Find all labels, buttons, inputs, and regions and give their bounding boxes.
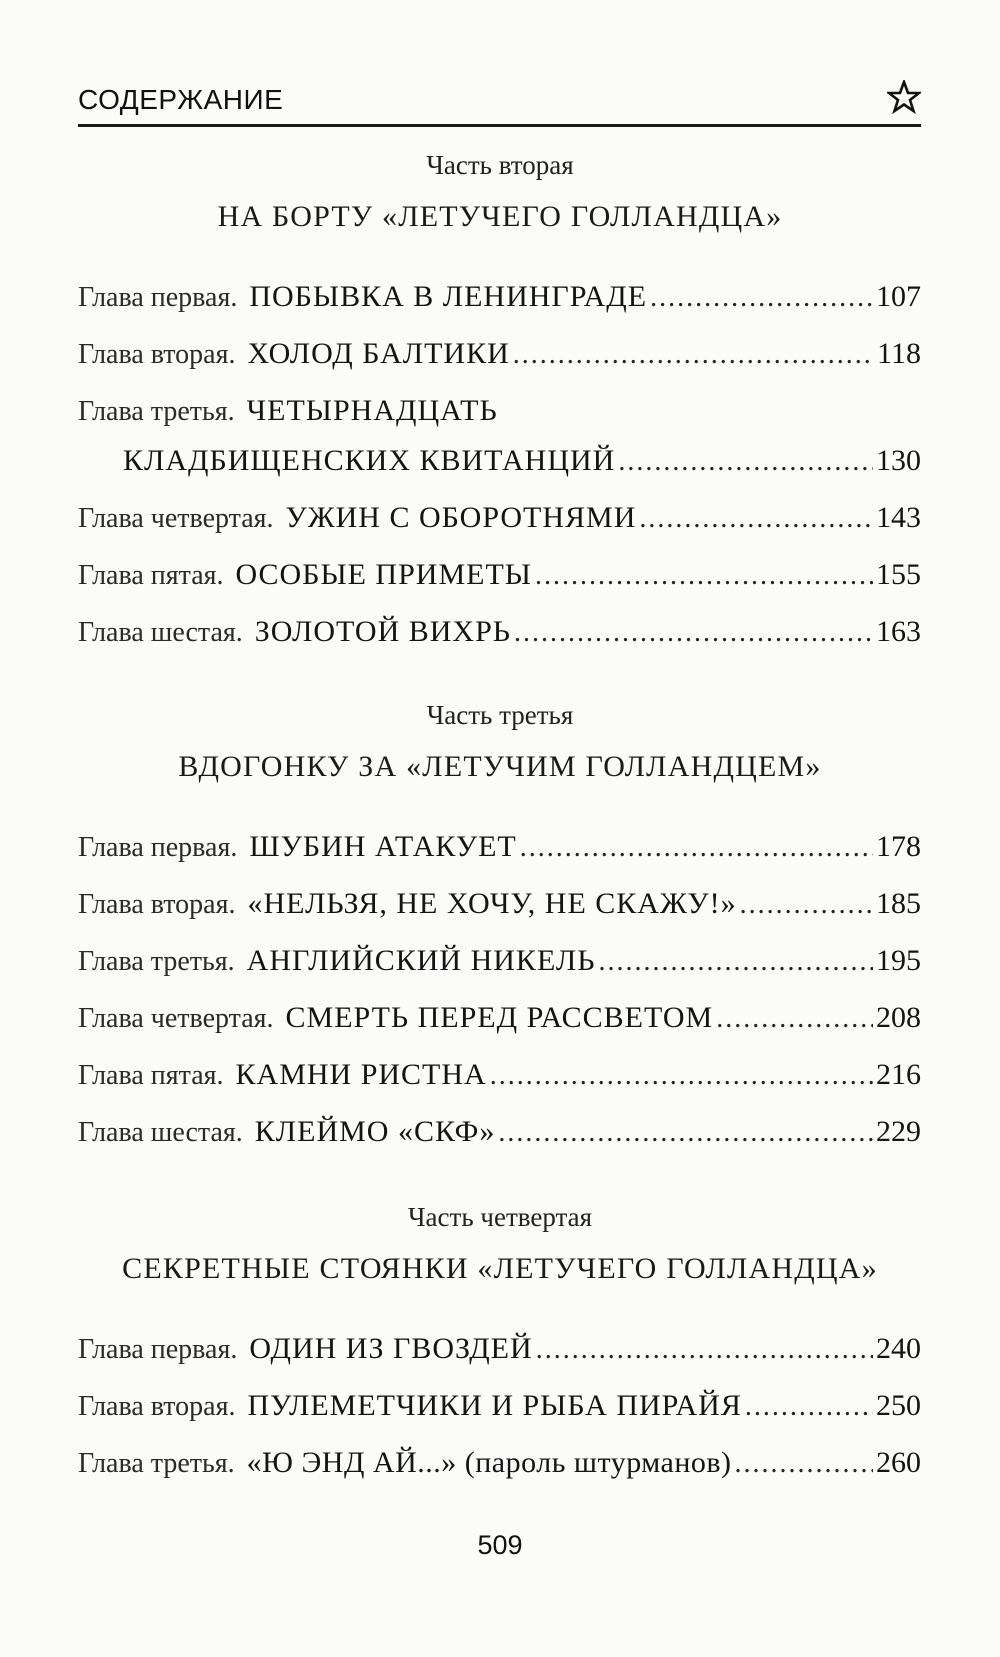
- dot-leader: [536, 1334, 873, 1366]
- header-title: СОДЕРЖАНИЕ: [78, 84, 284, 115]
- chapter-label: Глава третья.: [78, 946, 235, 977]
- page-number: 195: [876, 944, 921, 977]
- chapter-title: ЧЕТЫРНАДЦАТЬ: [246, 394, 498, 427]
- page-number: 229: [876, 1115, 921, 1148]
- toc-entry[interactable]: [78, 394, 921, 438]
- dot-leader: [535, 560, 873, 592]
- chapter-title: ХОЛОД БАЛТИКИ: [247, 337, 510, 370]
- page-number: 118: [877, 337, 921, 370]
- chapter-title-continued: КЛАДБИЩЕНСКИХ КВИТАНЦИЙ: [123, 444, 616, 477]
- toc-entry[interactable]: [78, 887, 921, 931]
- page-number: 250: [876, 1389, 921, 1422]
- dot-leader: [618, 446, 873, 478]
- chapter-label: Глава вторая.: [78, 889, 236, 920]
- chapter-label: Глава пятая.: [78, 1060, 224, 1091]
- page-number: 163: [876, 615, 921, 648]
- chapter-label: Глава третья.: [78, 396, 235, 427]
- toc-entry[interactable]: [78, 1446, 921, 1490]
- chapter-title: ШУБИН АТАКУЕТ: [249, 830, 517, 863]
- chapter-title: «НЕЛЬЗЯ, НЕ ХОЧУ, НЕ СКАЖУ!»: [247, 887, 737, 920]
- chapter-title: ПОБЫВКА В ЛЕНИНГРАДЕ: [249, 280, 648, 313]
- chapter-title: КАМНИ РИСТНА: [235, 1058, 487, 1091]
- toc-entry[interactable]: [78, 830, 921, 874]
- folio-page-number: 509: [477, 1530, 523, 1560]
- chapter-title: ЗОЛОТОЙ ВИХРЬ: [254, 615, 511, 648]
- star-outline-icon: [887, 80, 921, 119]
- toc-entry[interactable]: [78, 1389, 921, 1433]
- toc-entry[interactable]: [78, 337, 921, 381]
- chapter-label: Глава вторая.: [78, 1391, 236, 1422]
- chapter-label: Глава первая.: [78, 1334, 238, 1365]
- dot-leader: [745, 1391, 873, 1423]
- chapter-title: СМЕРТЬ ПЕРЕД РАССВЕТОМ: [285, 1001, 714, 1034]
- chapter-label: Глава четвертая.: [78, 503, 274, 534]
- toc-entry[interactable]: [78, 501, 921, 545]
- toc-entry[interactable]: [78, 615, 921, 659]
- page-number: 155: [876, 558, 921, 591]
- page-number: 208: [876, 1001, 921, 1034]
- page-number: 178: [876, 830, 921, 863]
- toc-entry[interactable]: [78, 1058, 921, 1102]
- chapter-title: ПУЛЕМЕТЧИКИ И РЫБА ПИРАЙЯ: [247, 1389, 742, 1422]
- dot-leader: [513, 339, 874, 371]
- page-number: 260: [876, 1446, 921, 1479]
- page-number: 143: [876, 501, 921, 534]
- part-label: Часть четвертая: [408, 1202, 592, 1232]
- chapter-title: ОСОБЫЕ ПРИМЕТЫ: [235, 558, 532, 591]
- toc-entry[interactable]: [78, 558, 921, 602]
- part-label: Часть третья: [426, 700, 574, 730]
- part-label: Часть вторая: [426, 150, 574, 180]
- part-title: СЕКРЕТНЫЕ СТОЯНКИ «ЛЕТУЧЕГО ГОЛЛАНДЦА»: [122, 1252, 878, 1285]
- chapter-title: «Ю ЭНД АЙ...» (пароль штурманов): [246, 1446, 732, 1479]
- page-number: 130: [876, 444, 921, 477]
- part-title: ВДОГОНКУ ЗА «ЛЕТУЧИМ ГОЛЛАНДЦЕМ»: [178, 750, 822, 783]
- page-number: 185: [876, 887, 921, 920]
- part-title: НА БОРТУ «ЛЕТУЧЕГО ГОЛЛАНДЦА»: [217, 200, 783, 233]
- dot-leader: [520, 832, 873, 864]
- chapter-title: УЖИН С ОБОРОТНЯМИ: [285, 501, 637, 534]
- dot-leader: [514, 617, 873, 649]
- chapter-label: Глава первая.: [78, 832, 238, 863]
- chapter-label: Глава первая.: [78, 282, 238, 313]
- chapter-label: Глава вторая.: [78, 339, 236, 370]
- chapter-label: Глава шестая.: [78, 617, 243, 648]
- dot-leader: [498, 1117, 873, 1149]
- toc-entry[interactable]: [78, 944, 921, 988]
- chapter-label: Глава четвертая.: [78, 1003, 274, 1034]
- page-number: 240: [876, 1332, 921, 1365]
- toc-entry[interactable]: [78, 1115, 921, 1159]
- chapter-title: АНГЛИЙСКИЙ НИКЕЛЬ: [246, 944, 596, 977]
- dot-leader: [639, 503, 873, 535]
- chapter-title: ОДИН ИЗ ГВОЗДЕЙ: [249, 1332, 533, 1365]
- dot-leader: [716, 1003, 873, 1035]
- page-number: 216: [876, 1058, 921, 1091]
- chapter-title: КЛЕЙМО «СКФ»: [254, 1115, 496, 1148]
- dot-leader: [650, 282, 873, 314]
- chapter-label: Глава третья.: [78, 1448, 235, 1479]
- toc-entry[interactable]: [78, 1001, 921, 1045]
- toc-entry[interactable]: [78, 1332, 921, 1376]
- page-number: 107: [876, 280, 921, 313]
- chapter-label: Глава пятая.: [78, 560, 224, 591]
- chapter-label: Глава шестая.: [78, 1117, 243, 1148]
- toc-entry[interactable]: [78, 280, 921, 324]
- running-header: [78, 80, 921, 127]
- dot-leader: [490, 1060, 873, 1092]
- dot-leader: [598, 946, 873, 978]
- dot-leader: [740, 889, 873, 921]
- toc-entry-continuation[interactable]: [123, 444, 921, 488]
- dot-leader: [735, 1448, 873, 1480]
